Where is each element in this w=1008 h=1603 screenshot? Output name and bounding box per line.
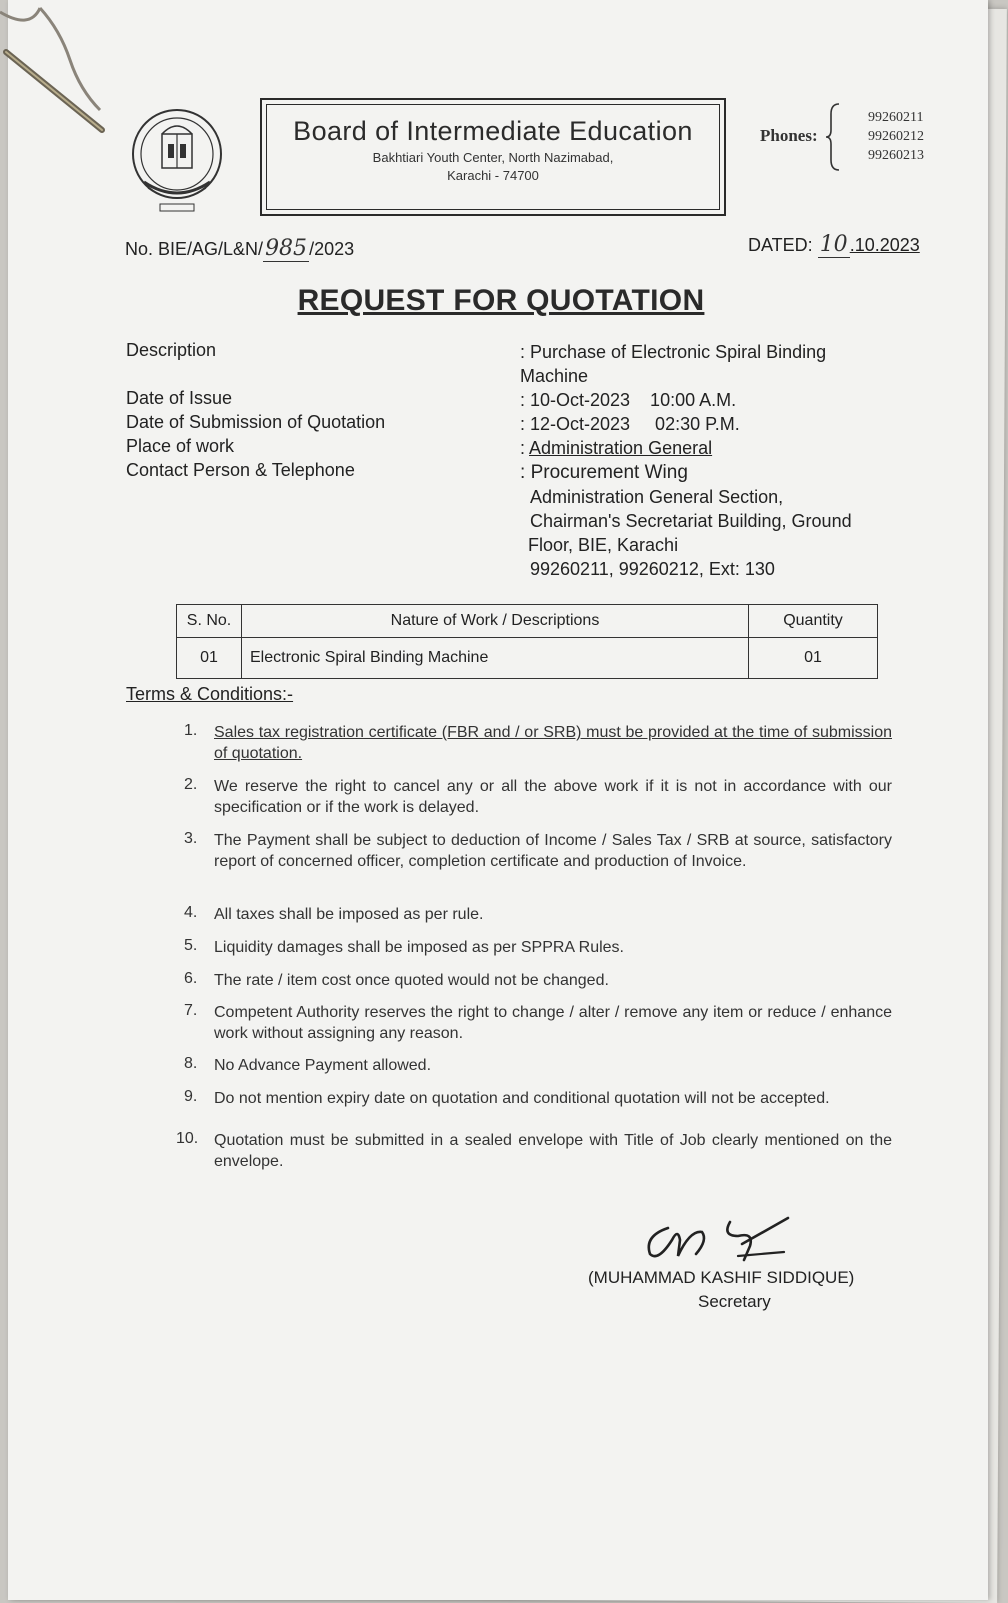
header-sno: S. No. (177, 605, 242, 638)
term-number: 3. (184, 830, 198, 847)
term-number: 4. (184, 904, 198, 921)
curly-brace (825, 102, 843, 172)
term-number: 7. (184, 1002, 198, 1019)
file-tag-string (0, 0, 160, 160)
contact-line-5: 99260211, 99260212, Ext: 130 (530, 559, 775, 579)
term-number: 1. (184, 722, 198, 739)
header-quantity: Quantity (749, 605, 878, 638)
submission-date-value: : 12-Oct-2023 02:30 P.M. (520, 414, 740, 434)
phone-number-2: 99260212 (868, 129, 924, 144)
handwritten-reference-number: 985 (265, 236, 308, 261)
contact-label: Contact Person & Telephone (126, 460, 355, 480)
dated-month-year: .10.2023 (849, 235, 920, 255)
submission-date-label: Date of Submission of Quotation (126, 412, 386, 432)
term-number: 5. (184, 937, 198, 954)
contact-value: : Procurement Wing (520, 462, 688, 483)
term-number: 2. (184, 776, 198, 793)
table-header-row (177, 605, 878, 638)
cell-sno: 01 (177, 638, 242, 679)
contact-unit: Procurement Wing (530, 462, 688, 483)
term-text: The Payment shall be subject to deduction of Income / Sales Tax / SRB at source, satisfactory report of concerned officer, completion certificate and production of Invoice. (214, 832, 892, 870)
place-of-work-label: Place of work (126, 436, 235, 456)
phones-label: Phones: (760, 126, 818, 145)
signatory-name: (MUHAMMAD KASHIF SIDDIQUE) (588, 1268, 855, 1287)
place-of-work-text: Administration General (529, 438, 713, 458)
handwritten-signature (638, 1210, 798, 1266)
term-number: 6. (184, 970, 198, 987)
dated (748, 232, 920, 257)
items-table (176, 604, 878, 679)
term-text: Liquidity damages shall be imposed as per SPPRA Rules. (214, 939, 624, 956)
document-title: REQUEST FOR QUOTATION (297, 284, 705, 317)
term-text: The rate / item cost once quoted would not be changed. (214, 972, 609, 989)
phone-number-1: 99260211 (868, 110, 924, 125)
reference-prefix: No. BIE/AG/L&N/ (125, 239, 264, 259)
place-of-work-value: : Administration General (520, 438, 713, 458)
issue-date-value: : 10-Oct-2023 10:00 A.M. (520, 390, 737, 410)
term-text: No Advance Payment allowed. (214, 1057, 432, 1074)
reference-number (125, 236, 354, 261)
cell-quantity: 01 (749, 638, 878, 679)
terms-title: Terms & Conditions:- (126, 684, 294, 704)
description-value-line1: : Purchase of Electronic Spiral Binding (520, 342, 827, 362)
term-number: 8. (184, 1055, 198, 1072)
issue-date-label: Date of Issue (126, 388, 233, 408)
contact-line-2: Administration General Section, (530, 487, 784, 507)
term-text: Sales tax registration certificate (FBR and / or SRB) must be provided at the time of submission of quotation. (214, 724, 892, 762)
term-text: Competent Authority reserves the right to change / alter / remove any item or reduce / enhance work without assigning any reason. (214, 1004, 892, 1042)
address-line-1: Bakhtiari Youth Center, North Nazimabad, (372, 150, 614, 165)
term-number: 10. (176, 1130, 199, 1147)
term-text: Quotation must be submitted in a sealed envelope with Title of Job clearly mentioned on the envelope. (214, 1132, 892, 1170)
description-label: Description (126, 340, 217, 360)
term-text: We reserve the right to cancel any or all the above work if it is not in accordance with our specification or if the work is delayed. (214, 778, 892, 816)
phone-number-3: 99260213 (868, 148, 924, 163)
term-text: All taxes shall be imposed as per rule. (214, 906, 484, 923)
signatory-title: Secretary (698, 1292, 771, 1311)
header-description: Nature of Work / Descriptions (242, 605, 749, 638)
organization-header-box (260, 98, 726, 216)
address-line-2: Karachi - 74700 (447, 168, 539, 183)
term-text: Do not mention expiry date on quotation and conditional quotation will not be accepted. (214, 1090, 830, 1107)
contact-line-4: Floor, BIE, Karachi (528, 535, 679, 555)
handwritten-day: 10 (819, 232, 848, 257)
contact-line-3: Chairman's Secretariat Building, Ground (530, 511, 852, 531)
cell-description: Electronic Spiral Binding Machine (242, 638, 749, 679)
dated-label: DATED: (748, 235, 813, 255)
term-number: 9. (184, 1088, 198, 1105)
document-page (8, 0, 988, 1600)
description-value-line2: Machine (520, 366, 589, 386)
table-row (177, 638, 878, 679)
organization-name: Board of Intermediate Education (293, 116, 693, 146)
reference-suffix: /2023 (309, 239, 355, 259)
